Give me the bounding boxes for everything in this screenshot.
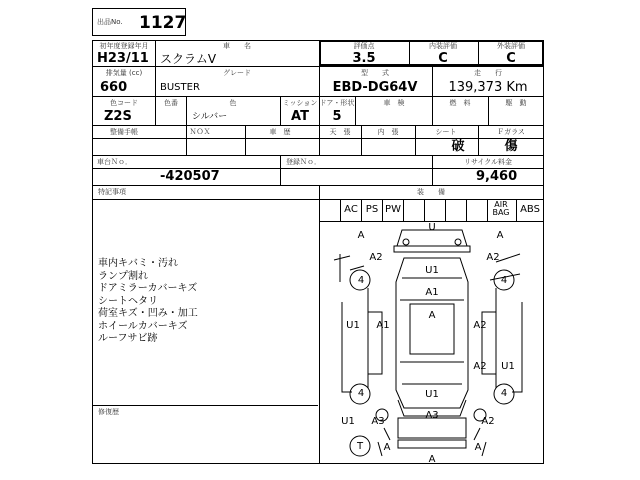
registration-label: 登録Ｎｏ．	[286, 158, 321, 166]
car-name-value: スクラムV	[160, 52, 217, 66]
damage-mark: A	[383, 442, 391, 453]
exterior-value: C	[506, 51, 516, 66]
damage-mark: 4	[357, 275, 365, 286]
special-notes-label: 特記事項	[98, 188, 126, 196]
list-item: シートヘタリ	[98, 295, 158, 307]
equipment-pw: PW	[385, 204, 401, 215]
damage-mark: 4	[500, 388, 508, 399]
chassis-label: 車台Ｎｏ．	[97, 158, 132, 166]
grade-label: グレード	[223, 69, 251, 77]
list-item: ランプ割れ	[98, 270, 148, 282]
mileage-value: 139,373 Km	[448, 80, 528, 95]
grade-value: BUSTER	[160, 82, 200, 93]
history-label: 車 歴	[269, 128, 291, 136]
damage-mark: A3	[371, 416, 385, 427]
damage-mark: A2	[481, 416, 495, 427]
equipment-abs: ABS	[520, 204, 540, 215]
damage-mark: U1	[425, 389, 439, 400]
score-label: 評価点	[353, 42, 375, 50]
manual-label: 整備手帳	[110, 128, 138, 136]
color-num-label: 色番	[164, 99, 178, 107]
list-item: 車内キバミ・汚れ	[98, 258, 178, 269]
damage-mark: U1	[501, 361, 515, 372]
list-item: ドアミラーカバーキズ	[98, 283, 198, 294]
damage-mark: A	[496, 230, 504, 241]
lot-number-box	[92, 8, 186, 36]
list-item: ルーフサビ跡	[98, 333, 158, 344]
car-name-label: 車 名	[223, 42, 251, 50]
special-notes-list	[98, 258, 316, 346]
damage-mark: A3	[425, 410, 439, 421]
color-label: 色	[229, 99, 237, 107]
equipment-label: 装 備	[417, 188, 445, 196]
recycle-label: リサイクル料金	[463, 158, 513, 166]
repair-history-label: 修復歴	[98, 408, 119, 416]
model-value: EBD-DG64V	[332, 80, 418, 95]
damage-mark: A	[428, 310, 436, 321]
chassis-value: -420507	[160, 169, 220, 184]
nox-label: ＮＯＸ	[189, 128, 211, 136]
damage-mark: T	[356, 441, 364, 452]
doors-shape-label: ドア・形状	[319, 99, 355, 107]
damage-mark: A1	[376, 320, 390, 331]
damage-mark: U1	[341, 416, 355, 427]
recycle-value: 9,460	[476, 169, 518, 184]
list-item: 荷室キズ・凹み・加工	[98, 308, 198, 319]
score-value: 3.5	[352, 51, 376, 66]
equipment-airbag: AIR BAG	[492, 200, 510, 218]
inspection-label: 車 検	[383, 99, 405, 107]
equipment-strip	[340, 199, 544, 221]
interior-value: C	[438, 51, 448, 66]
model-label: 型 式	[361, 69, 389, 77]
exterior-label: 外装評価	[497, 42, 525, 50]
equipment-ac: AC	[344, 204, 358, 215]
fuel-label: 燃 料	[449, 99, 471, 107]
transmission-label: ミッション	[282, 99, 318, 107]
damage-mark: U1	[425, 265, 439, 276]
damage-mark: A1	[425, 287, 439, 298]
damage-mark: A	[357, 230, 365, 241]
damage-mark: A2	[473, 320, 487, 331]
damage-mark: 4	[500, 275, 508, 286]
color-value: シルバー	[192, 112, 228, 122]
color-code-value: Z2S	[104, 109, 132, 124]
year-value: H23/11	[97, 51, 149, 66]
seat-value: 破	[451, 139, 465, 154]
f-glass-value: 傷	[504, 139, 518, 154]
damage-mark: A2	[473, 361, 487, 372]
lot-label: 出品No.	[97, 18, 123, 26]
damage-mark: U1	[346, 320, 360, 331]
damage-mark: A	[428, 454, 436, 465]
year-label: 初年度登録年月	[99, 42, 149, 50]
damage-mark: U	[428, 222, 436, 233]
damage-mark: 4	[357, 388, 365, 399]
color-code-label: 色コード	[110, 99, 138, 107]
damage-mark: A	[474, 442, 482, 453]
floor-label: 内 張	[377, 128, 399, 136]
mileage-label: 走 行	[474, 69, 502, 77]
drive-label: 駆 動	[505, 99, 527, 107]
damage-mark: A2	[369, 252, 383, 263]
ceiling-label: 天 張	[329, 128, 351, 136]
f-glass-label: Ｆガラス	[497, 128, 525, 136]
seat-label: シート	[435, 128, 457, 136]
transmission-value: AT	[291, 109, 309, 124]
damage-mark: A2	[486, 252, 500, 263]
displacement-value: 660	[100, 80, 128, 95]
interior-label: 内装評価	[429, 42, 457, 50]
displacement-label: 排気量 (cc)	[105, 69, 143, 77]
equipment-ps: PS	[365, 204, 379, 215]
list-item: ホイールカバーキズ	[98, 320, 188, 332]
doors-shape-value: 5	[332, 109, 342, 124]
lot-number: 1127	[139, 13, 187, 33]
